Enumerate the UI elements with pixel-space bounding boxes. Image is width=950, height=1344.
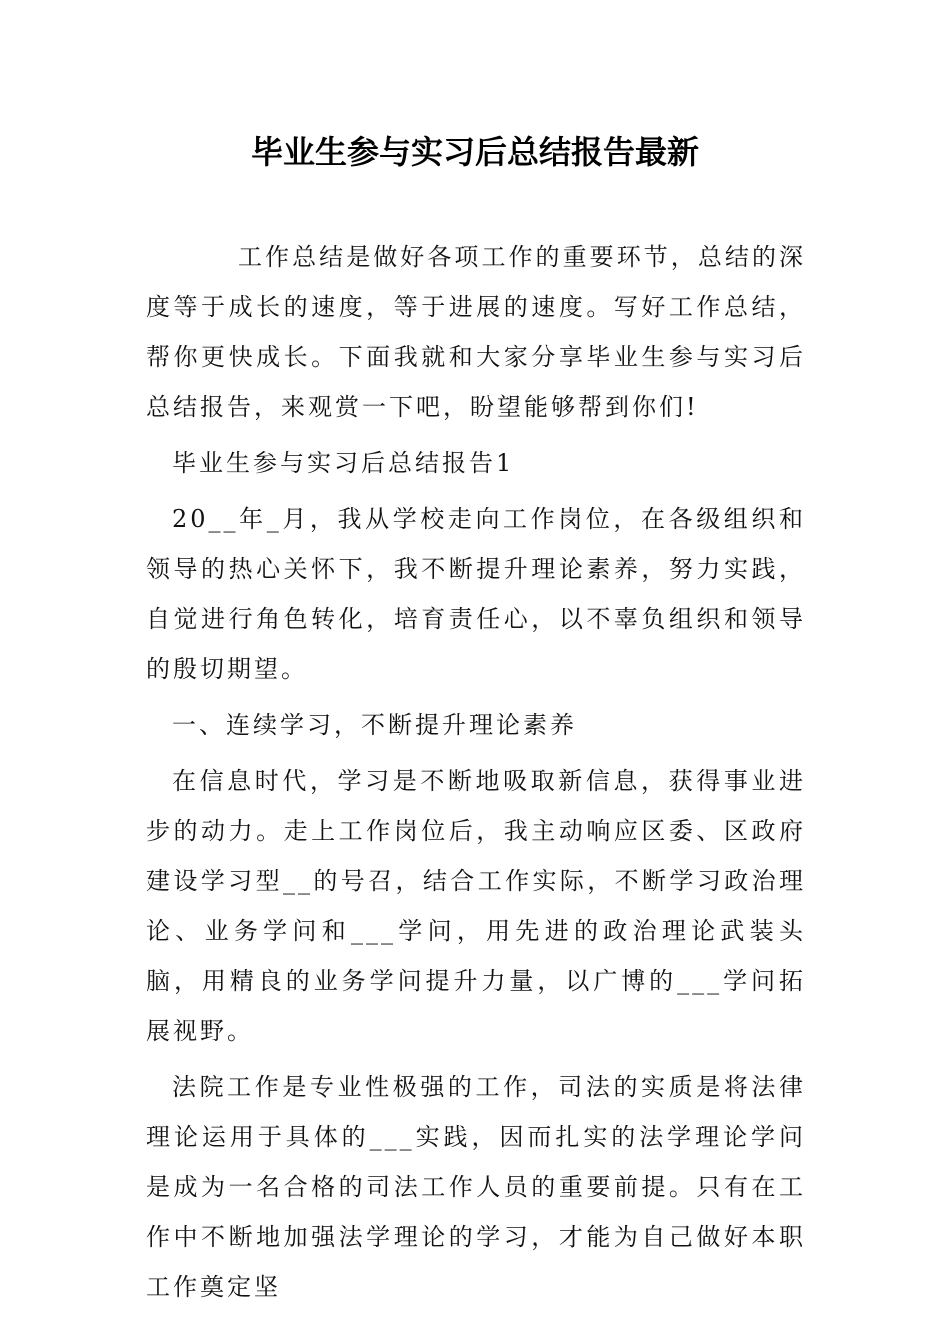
document-title: 毕业生参与实习后总结报告最新	[250, 133, 699, 171]
paragraph-1: 20__年_月，我从学校走向工作岗位，在各级组织和领导的热心关怀下，我不断提升理论素养，努力实践，自觉进行角色转化，培育责任心，以不辜负组织和领导的殷切期望。	[146, 505, 806, 683]
heading-1: 一、连续学习，不断提升理论素养	[172, 711, 577, 739]
document-body	[146, 232, 806, 1318]
section-title: 毕业生参与实习后总结报告1	[172, 449, 515, 477]
paragraph-2: 在信息时代，学习是不断地吸取新信息，获得事业进步的动力。走上工作岗位后，我主动响应区委、区政府建设学习型__的号召，结合工作实际，不断学习政治理论、业务学问和___学问，用先进的政治理论武装头脑，用精良的业务学问提升力量，以广博的___学问拓展视野。	[146, 767, 806, 1045]
intro-paragraph: 工作总结是做好各项工作的重要环节，总结的深度等于成长的速度，等于进展的速度。写好工作总结，帮你更快成长。下面我就和大家分享毕业生参与实习后总结报告，来观赏一下吧，盼望能够帮到你们!	[146, 243, 806, 421]
paragraph-3: 法院工作是专业性极强的工作，司法的实质是将法律理论运用于具体的___实践，因而扎实的法学理论学问是成为一名合格的司法工作人员的重要前提。只有在工作中不断地加强法学理论的学习，才能为自己做好本职工作奠定坚	[146, 1073, 806, 1301]
